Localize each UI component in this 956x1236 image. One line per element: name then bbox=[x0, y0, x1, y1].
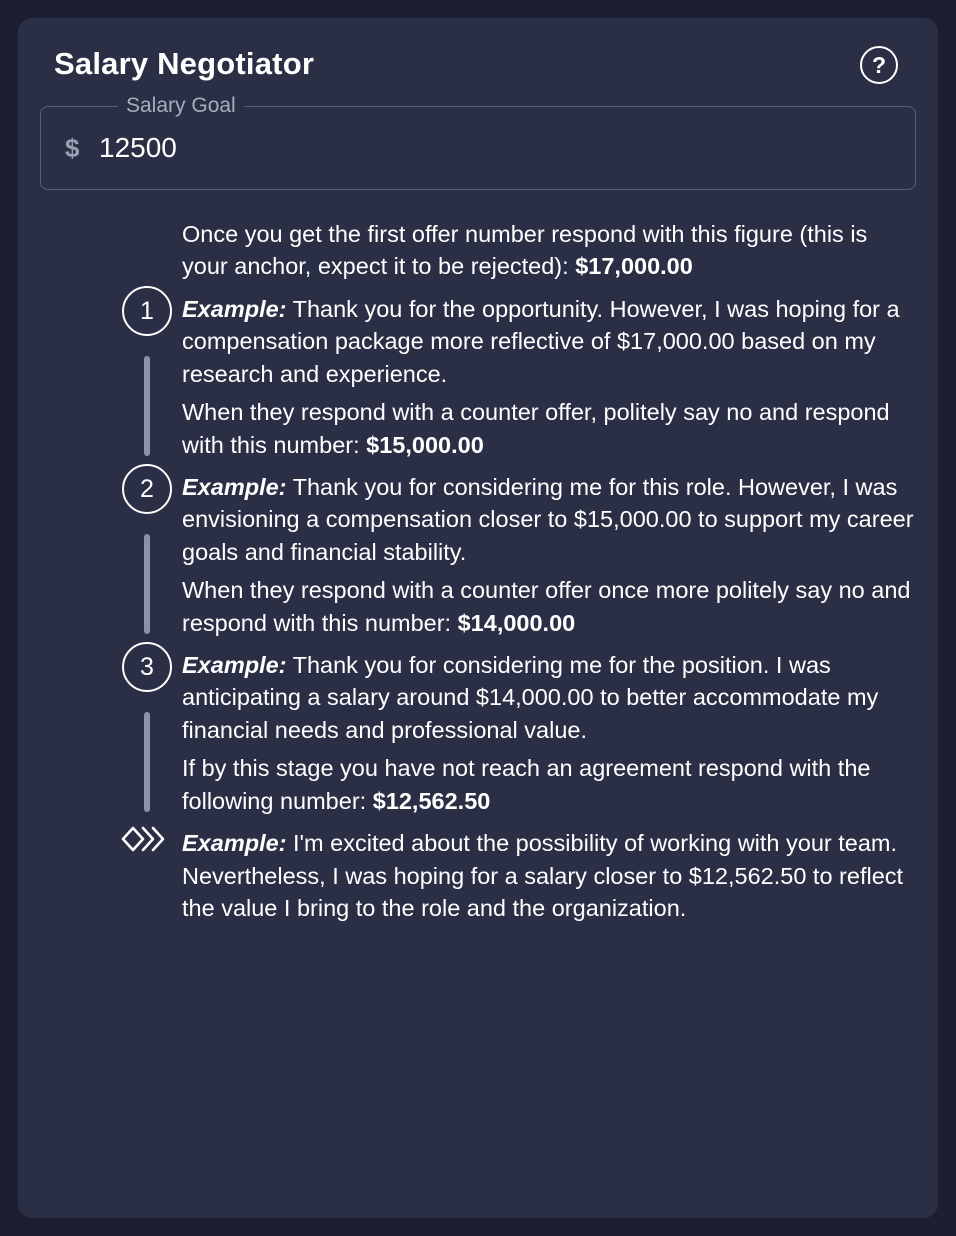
example-text: Thank you for considering me for this role. However, I was envisioning a compensation closer to $15,000.00 to support my career goals and financial stability. bbox=[182, 473, 914, 565]
example-label: Example: bbox=[182, 830, 287, 857]
step-amount: $15,000.00 bbox=[366, 431, 484, 458]
example-label: Example: bbox=[182, 295, 287, 322]
step-lead: If by this stage you have not reach an agreement respond with the following number: $12,562.50 bbox=[182, 755, 871, 814]
step-example bbox=[182, 649, 916, 746]
salary-negotiator-card bbox=[18, 18, 938, 1218]
question-mark-circle-icon[interactable]: ? bbox=[860, 46, 898, 84]
salary-goal-label: Salary Goal bbox=[118, 93, 244, 119]
negotiation-step bbox=[40, 574, 916, 752]
step-content bbox=[182, 218, 916, 396]
salary-goal-field[interactable] bbox=[40, 94, 916, 190]
example-label: Example: bbox=[182, 473, 287, 500]
example-text: Thank you for considering me for the position. I was anticipating a salary around $14,000.00 to better accommodate my financial needs and professional value. bbox=[182, 652, 879, 743]
page-title: Salary Negotiator bbox=[54, 46, 315, 81]
step-example bbox=[182, 471, 916, 568]
step-example bbox=[182, 827, 916, 924]
dollar-sign-icon: $ bbox=[65, 132, 80, 163]
step-lead: Once you get the first offer number respond with this figure (this is your anchor, expect it to be rejected): $17,000.00 bbox=[182, 221, 868, 280]
example-label: Example: bbox=[182, 652, 287, 679]
negotiation-step bbox=[40, 396, 916, 574]
negotiation-steps bbox=[18, 218, 938, 930]
step-amount: $12,562.50 bbox=[372, 787, 491, 814]
step-content bbox=[182, 574, 916, 752]
step-content bbox=[182, 396, 916, 574]
negotiation-step-final bbox=[40, 752, 916, 930]
step-marker-2: 2 bbox=[122, 464, 172, 514]
step-lead: When they respond with a counter offer, politely say no and respond with this number: $15,000.00 bbox=[182, 399, 890, 458]
step-marker-3: 3 bbox=[122, 642, 172, 692]
negotiation-step bbox=[40, 218, 916, 396]
step-amount: $17,000.00 bbox=[575, 253, 693, 280]
app-header bbox=[18, 18, 938, 84]
step-lead: When they respond with a counter offer once more politely say no and respond with this number: $14,000.00 bbox=[182, 577, 911, 636]
example-text: I'm excited about the possibility of working with your team. Nevertheless, I was hoping for a salary closer to $12,562.50 to reflect the value I bring to the role and the organization. bbox=[182, 830, 904, 922]
step-amount: $14,000.00 bbox=[457, 609, 576, 636]
step-marker-1: 1 bbox=[122, 286, 172, 336]
example-text: Thank you for the opportunity. However, I was hoping for a compensation package more reflective of $17,000.00 based on my research and experience. bbox=[182, 295, 900, 387]
step-content bbox=[182, 752, 916, 930]
salary-goal-input[interactable] bbox=[99, 132, 891, 164]
handshake-icon bbox=[118, 814, 168, 864]
step-example bbox=[182, 293, 916, 390]
